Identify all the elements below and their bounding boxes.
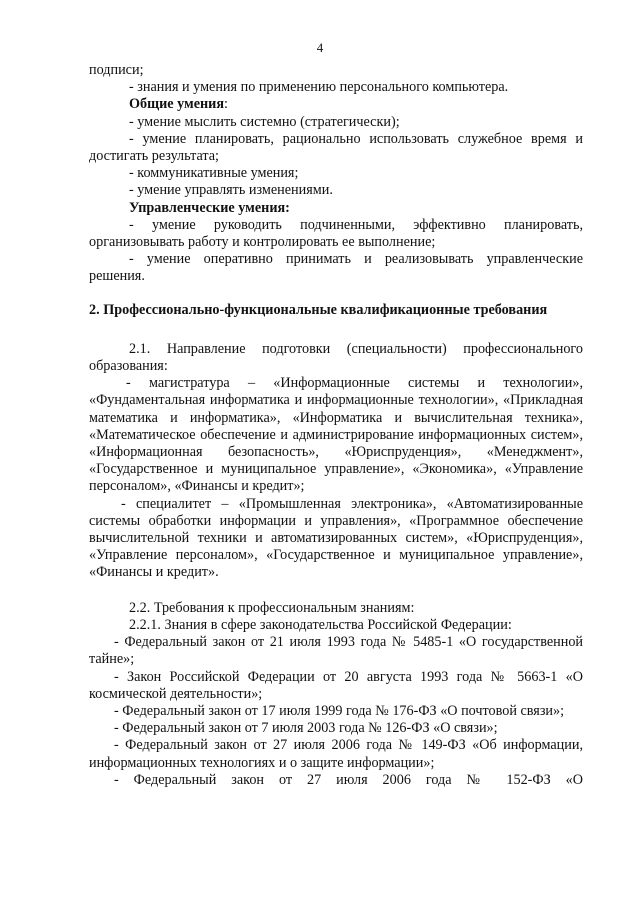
section-heading: 2. Профессионально-функциональные квалификационные требования xyxy=(89,301,548,318)
text-line: 2.2. Требования к профессиональным знаниям: xyxy=(129,599,415,616)
text-paragraph: - Федеральный закон от 21 июля 1993 года № 5485-1 «О государственной тайне»; xyxy=(89,634,583,668)
text-line: - Федеральный закон от 7 июля 2003 года № 126-ФЗ «О связи»; xyxy=(114,720,498,737)
text-line: 2.2.1. Знания в сфере законодательства Российской Федерации: xyxy=(129,616,512,633)
text-paragraph: - специалитет – «Промышленная электроника», «Автоматизированные системы обработки информации и управления», «Программное обеспечение вычислительной техники и автоматизированных систем», «Юриспруденция», «Управление персоналом», «Государственное и муниципальное управление», «Финансы и кредит». xyxy=(89,495,583,581)
text-paragraph: - Закон Российской Федерации от 20 августа 1993 года № 5663-1 «О космической деятельности»; xyxy=(89,668,583,702)
text-paragraph: - Федеральный закон от 17 июля 1999 года № 176-ФЗ «О почтовой связи»; xyxy=(114,702,565,719)
text-line: - умение управлять изменениями. xyxy=(129,182,333,199)
text-line: - умение мыслить системно (стратегически); xyxy=(129,113,400,130)
text-paragraph: - умение оперативно принимать и реализовывать управленческие решения. xyxy=(89,251,583,285)
text-line: - коммуникативные умения; xyxy=(129,165,299,182)
text-line: подписи; xyxy=(89,62,144,78)
text-paragraph: - умение руководить подчиненными, эффективно планировать, организовывать работу и контролировать ее выполнение; xyxy=(89,216,583,251)
page-number: 4 xyxy=(316,40,324,55)
document-body xyxy=(89,62,583,789)
text-paragraph: - Федеральный закон от 27 июля 2006 года № 152-ФЗ «О xyxy=(114,771,583,788)
section-subheading xyxy=(89,96,583,113)
text-paragraph: - умение планировать, рационально использовать служебное время и достигать результата; xyxy=(89,130,583,165)
text-paragraph: 2.1. Направление подготовки (специальности) профессионального образования: xyxy=(89,340,583,375)
text-paragraph: - магистратура – «Информационные системы и технологии», «Фундаментальная информатика и информационные технологии», «Прикладная математика и информатика», «Информатика и вычислительная техника», «Математическое обеспечение и администрирование информационных систем», «Информационная безопасность», «Юриспруденция», «Менеджмент», «Государственное и муниципальное управление», «Экономика», «Управление персоналом», «Финансы и кредит»; xyxy=(89,375,583,495)
text-paragraph: - Федеральный закон от 27 июля 2006 года № 149-ФЗ «Об информации, информационных технологиях и о защите информации»; xyxy=(89,737,583,771)
management-skills-heading: Управленческие умения: xyxy=(129,199,290,216)
general-skills-heading: Общие умения xyxy=(129,96,225,113)
text-line: - знания и умения по применению персонального компьютера. xyxy=(129,79,509,96)
heading-colon: : xyxy=(224,96,228,113)
